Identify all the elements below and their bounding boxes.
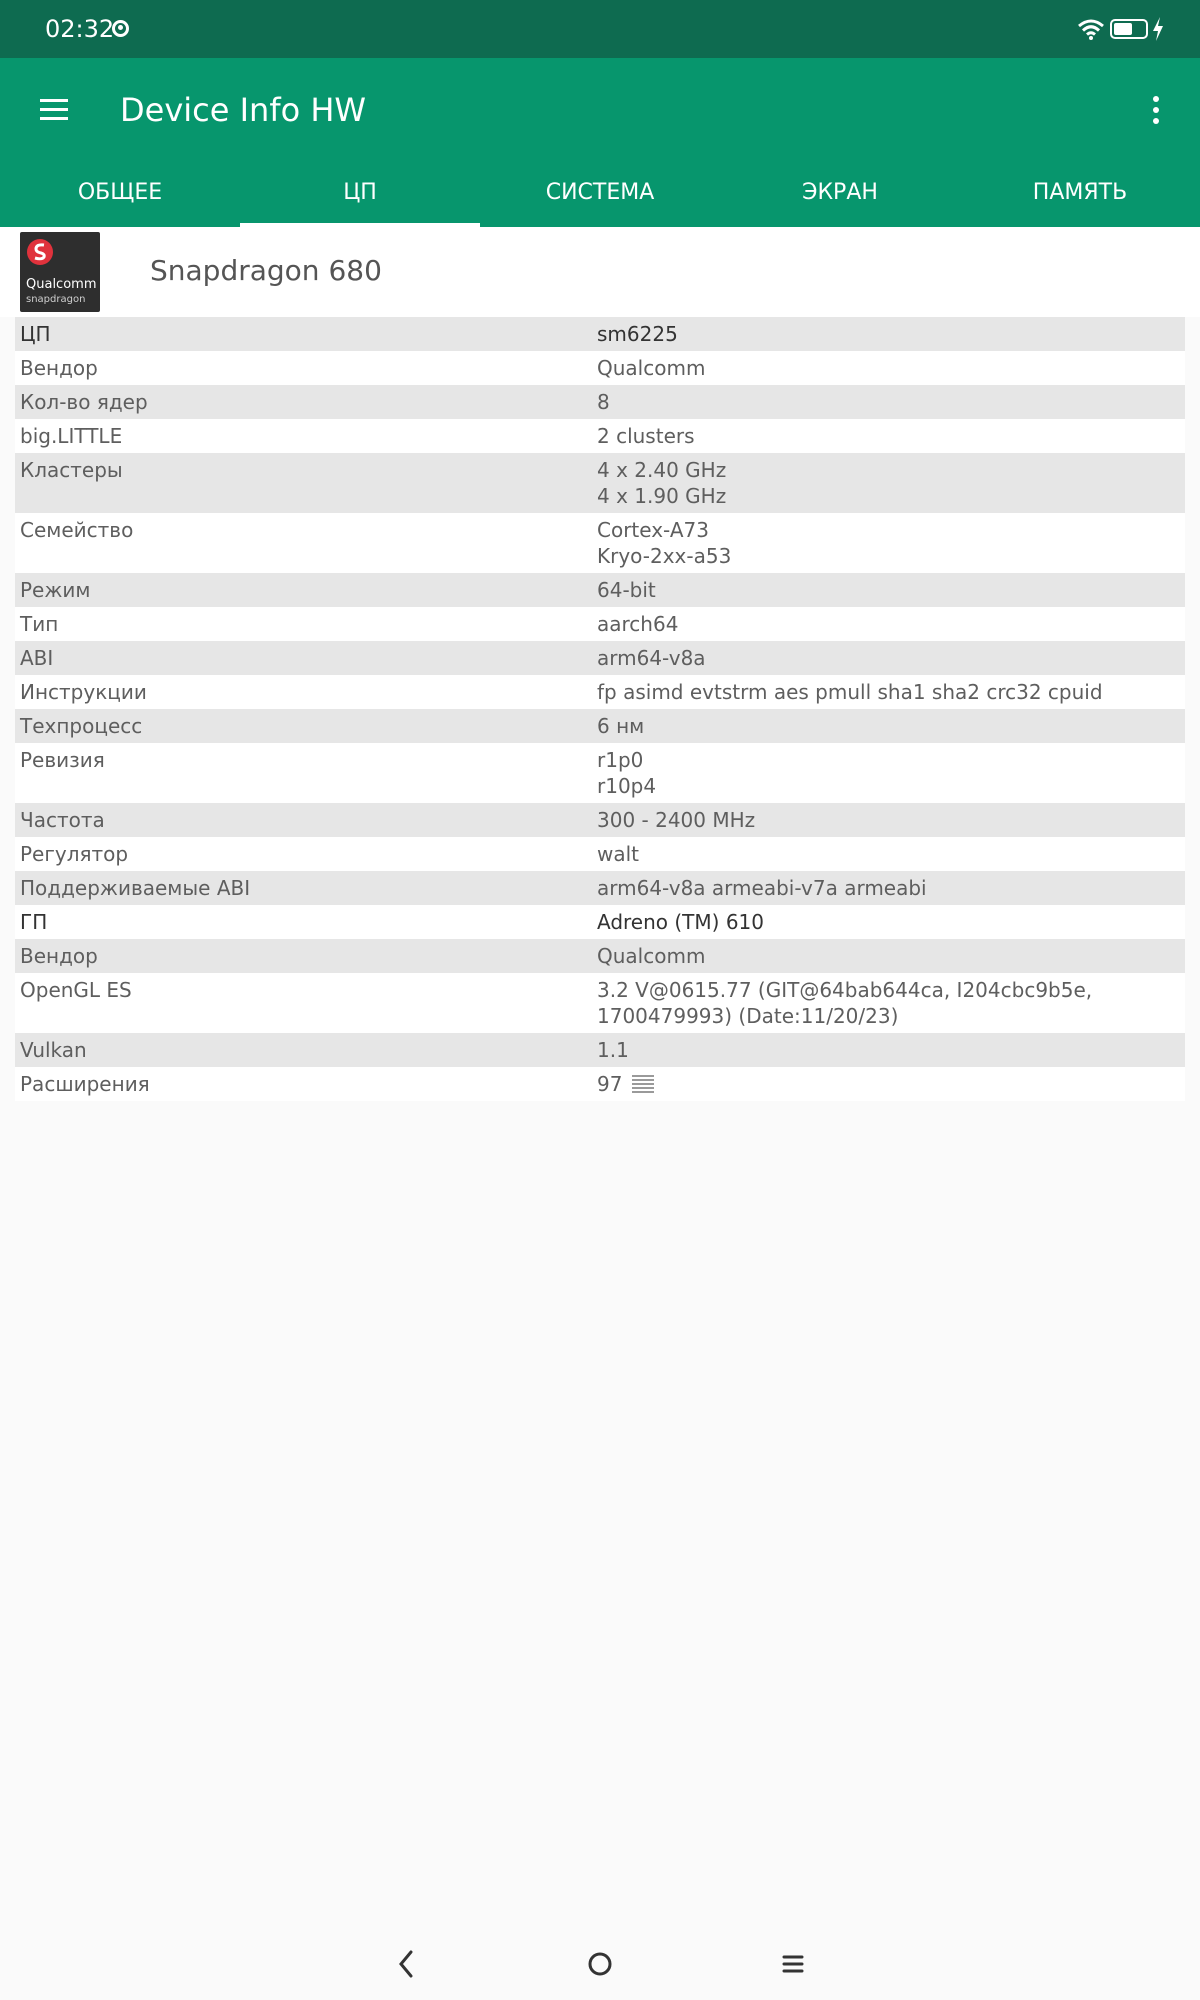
info-row-value [597, 709, 1185, 743]
info-row [15, 743, 1185, 803]
menu-button[interactable] [26, 82, 82, 138]
info-row-label: Регулятор [20, 842, 129, 866]
info-row-value-line: 1700479993) (Date:11/20/23) [597, 1004, 899, 1028]
info-row [15, 973, 1185, 1033]
info-row-value-line: 300 - 2400 MHz [597, 808, 756, 832]
info-row-value [597, 385, 1185, 419]
info-row [15, 675, 1185, 709]
info-row [15, 351, 1185, 385]
info-row [15, 837, 1185, 871]
info-row-label: Ревизия [20, 748, 105, 772]
info-row-value-line: 97 [597, 1072, 623, 1096]
info-row [15, 905, 1185, 939]
info-row-value [597, 939, 1185, 973]
status-time: 02:32 [45, 15, 115, 43]
info-row-value [597, 607, 1185, 641]
info-row-label: ГП [20, 910, 48, 934]
back-icon[interactable] [376, 1938, 436, 1990]
info-row-value [597, 573, 1185, 607]
tab-screen[interactable]: ЭКРАН [802, 180, 878, 205]
info-row-label: Семейство [20, 518, 134, 542]
info-row-value [597, 905, 1185, 939]
info-row-value [597, 1033, 1185, 1067]
info-row-value-line: arm64-v8a armeabi-v7a armeabi [597, 876, 927, 900]
wifi-icon [1078, 18, 1104, 40]
info-row-label: Техпроцесс [20, 714, 143, 738]
info-row-value-line: r10p4 [597, 774, 657, 798]
info-row [15, 1033, 1185, 1067]
info-row [15, 871, 1185, 905]
snapdragon-mark-icon [26, 238, 54, 266]
info-row-value [597, 973, 1185, 1033]
info-row-label: big.LITTLE [20, 424, 123, 448]
info-row-value [597, 419, 1185, 453]
info-row-value [597, 803, 1185, 837]
info-row-value-line: 2 clusters [597, 424, 695, 448]
info-row [15, 573, 1185, 607]
charging-icon [1152, 17, 1164, 41]
info-row-value-line: Qualcomm [597, 944, 706, 968]
info-row-value-line: Cortex-A73 [597, 518, 709, 542]
info-row [15, 803, 1185, 837]
info-row-value-line: arm64-v8a [597, 646, 706, 670]
info-row-value-line: r1p0 [597, 748, 644, 772]
overflow-menu-button[interactable] [1128, 82, 1184, 138]
cpu-name: Snapdragon 680 [150, 254, 382, 287]
info-row-label: Частота [20, 808, 105, 832]
info-row-value-line: 3.2 V@0615.77 (GIT@64bab644ca, I204cbc9b5e, [597, 978, 1093, 1002]
app-title: Device Info HW [120, 91, 367, 129]
info-row-label: Вендор [20, 944, 98, 968]
info-row [15, 453, 1185, 513]
info-row-label: OpenGL ES [20, 978, 132, 1002]
notification-indicator-icon [112, 20, 129, 37]
info-row-value [597, 871, 1185, 905]
info-row-value-line: 64-bit [597, 578, 656, 602]
info-row [15, 1067, 1185, 1101]
cpu-info-table [15, 317, 1185, 1101]
info-row-label: Поддерживаемые ABI [20, 876, 251, 900]
info-row-value [597, 351, 1185, 385]
info-row-value [597, 317, 1185, 351]
hamburger-menu-icon [40, 99, 68, 121]
app-bar [0, 58, 1200, 227]
info-row-value-line: 1.1 [597, 1038, 629, 1062]
info-row-value-line: 6 нм [597, 714, 645, 738]
battery-icon [1110, 19, 1148, 39]
info-row-value [597, 641, 1185, 675]
tab-memory[interactable]: ПАМЯТЬ [1032, 180, 1128, 205]
info-row-value-line: 4 x 2.40 GHz [597, 458, 727, 482]
cpu-header [0, 227, 1200, 317]
recents-icon[interactable] [763, 1938, 823, 1990]
navigation-bar [0, 1928, 1200, 2000]
info-row-value-line: 4 x 1.90 GHz [597, 484, 727, 508]
info-row [15, 641, 1185, 675]
home-icon[interactable] [570, 1938, 630, 1990]
qualcomm-snapdragon-logo [20, 232, 100, 312]
info-row [15, 385, 1185, 419]
battery-fill [1114, 23, 1132, 35]
info-row [15, 607, 1185, 641]
info-row [15, 419, 1185, 453]
logo-brand-text: Qualcomm [26, 277, 97, 292]
info-row-label: Тип [20, 612, 59, 636]
info-row-label: ЦП [20, 322, 51, 346]
info-row [15, 513, 1185, 573]
tab-general[interactable]: ОБЩЕЕ [77, 180, 163, 205]
info-row-label: ABI [20, 646, 54, 670]
info-row [15, 709, 1185, 743]
tab-cpu[interactable]: ЦП [240, 158, 480, 227]
info-row-label: Вендор [20, 356, 98, 380]
info-row-value-line: aarch64 [597, 612, 679, 636]
info-row-label: Инструкции [20, 680, 147, 704]
info-row [15, 317, 1185, 351]
list-icon[interactable] [632, 1075, 654, 1093]
info-row-label: Кластеры [20, 458, 123, 482]
logo-sub-text: snapdragon [26, 294, 86, 305]
tab-system[interactable]: СИСТЕМА [545, 180, 655, 205]
info-row-value-line: sm6225 [597, 322, 678, 346]
info-row-value-line: fp asimd evtstrm aes pmull sha1 sha2 crc32 cpuid [597, 680, 1103, 704]
info-row-value-line: walt [597, 842, 640, 866]
info-row-value [597, 743, 1185, 803]
info-row-label: Vulkan [20, 1038, 87, 1062]
info-row-value [597, 1067, 1185, 1101]
info-row [15, 939, 1185, 973]
info-row-value-line: Qualcomm [597, 356, 706, 380]
info-row-value-line: Kryo-2xx-a53 [597, 544, 732, 568]
info-row-value [597, 837, 1185, 871]
info-row-label: Режим [20, 578, 91, 602]
status-bar [0, 0, 1200, 58]
info-row-value [597, 513, 1185, 573]
info-row-label: Расширения [20, 1072, 150, 1096]
info-row-label: Кол-во ядер [20, 390, 148, 414]
info-row-value-line: Adreno (TM) 610 [597, 910, 764, 934]
info-row-value [597, 453, 1185, 513]
info-row-value [597, 675, 1185, 709]
info-row-value-line: 8 [597, 390, 610, 414]
